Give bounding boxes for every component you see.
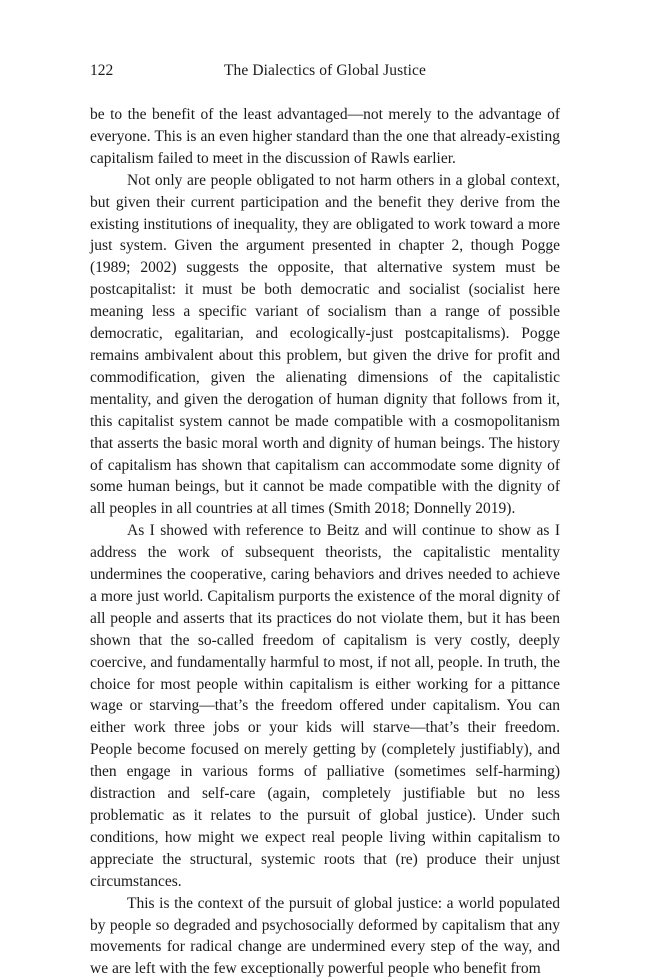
paragraph: Not only are people obligated to not harm others in a global context, but given their current participation and the benefit they derive from the existing institutions of inequality, they are obligated to work toward a more just system. Given the argument presented in chapter 2, though Pogge (1989; 2002) suggests the opposite, that alternative system must be postcapitalist: it must be both democratic and socialist (socialist here meaning less a specific variant of socialism than a range of possible democratic, egalitarian, and ecologically-just postcapitalisms). Pogge remains ambivalent about this problem, but given the drive for profit and commodification, given the alienating dimensions of the capitalistic mentality, and given the derogation of human dignity that follows from it, this capitalist system cannot be made compatible with a cosmopolitanism that asserts the basic moral worth and dignity of human beings. The history of capitalism has shown that capitalism can accommodate some dignity of some human beings, but it cannot be made compatible with the dignity of all peoples in all countries at all times (Smith 2018; Donnelly 2019). bbox=[90, 171, 560, 518]
page-number: 122 bbox=[90, 62, 114, 79]
body-text bbox=[90, 104, 560, 980]
running-title: The Dialectics of Global Justice bbox=[223, 62, 427, 79]
paragraph: This is the context of the pursuit of global justice: a world populated by people so degraded and psychosocially deformed by capitalism that any movements for radical change are undermined every step of the way, and we are left with the few exceptionally powerful people who benefit from bbox=[90, 894, 560, 978]
paragraph: As I showed with reference to Beitz and will continue to show as I address the work of subsequent theorists, the capitalistic mentality undermines the cooperative, caring behaviors and drives needed to achieve a more just world. Capitalism purports the existence of the moral dignity of all people and asserts that its practices do not violate them, but it has been shown that the so-called freedom of capitalism is very costly, deeply coercive, and fundamentally harmful to most, if not all, people. In truth, the choice for most people within capitalism is either working for a pittance wage or starving—that’s the freedom offered under capitalism. You can either work three jobs or your kids will starve—that’s their freedom. People become focused on merely getting by (completely justifiably), and then engage in various forms of palliative (sometimes self-harming) distraction and self-care (again, completely justifiable but no less problematic as it relates to the pursuit of global justice). Under such conditions, how might we expect real people living within capitalism to appreciate the structural, systemic roots that (re) produce their unjust circumstances. bbox=[90, 522, 560, 890]
running-head bbox=[90, 60, 560, 82]
paragraph-continued: be to the benefit of the least advantaged—not merely to the advantage of everyone. This is an even higher standard than the one that already-existing capitalism failed to meet in the discussion of Rawls earlier. bbox=[90, 106, 560, 167]
